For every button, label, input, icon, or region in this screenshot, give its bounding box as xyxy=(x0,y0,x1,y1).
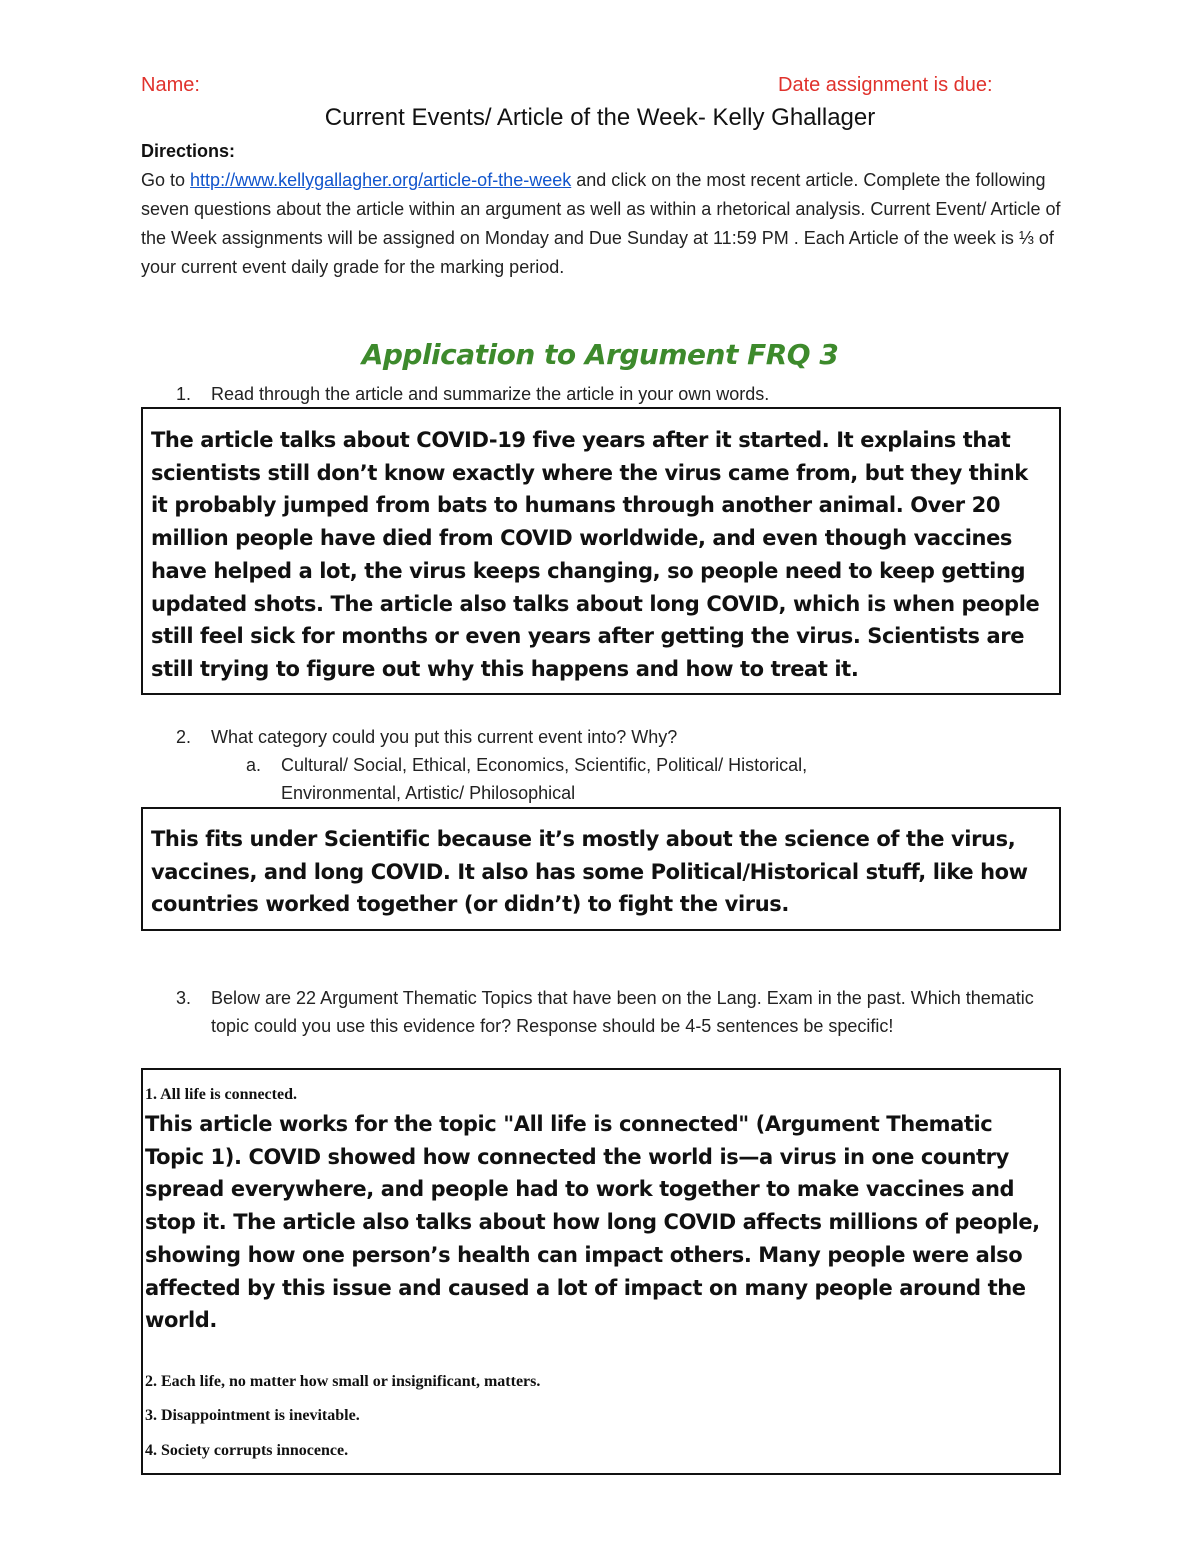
question-2-number: 2. xyxy=(176,727,192,747)
directions-label: Directions: xyxy=(141,141,236,161)
topic-3-label: 3. Disappointment is inevitable. xyxy=(145,1407,360,1424)
page-title: Current Events/ Article of the Week- Kelly Ghallager xyxy=(324,104,876,131)
question-2 xyxy=(176,723,1076,751)
answer-1-text: The article talks about COVID-19 five years after it started. It explains that scientists still don’t know exactly where the virus came from, but they think it probably jumped from bats to humans through another animal. Over 20 million people have died from COVID worldwide, and even though vaccines have helped a lot, the virus keeps changing, so people need to keep getting updated shots. The article also talks about long COVID, which is when people still feel sick for months or even years after getting the virus. Scientists are still trying to figure out why this happens and how to treat it. xyxy=(151,428,1040,681)
directions-go-to: Go to xyxy=(141,170,186,190)
question-2-categories: Cultural/ Social, Ethical, Economics, Scientific, Political/ Historical, Environmental, Artistic/ Philosophical xyxy=(281,755,808,803)
section-heading: Application to Argument FRQ 3 xyxy=(361,338,839,371)
question-2-sub xyxy=(246,751,1076,807)
directions-text xyxy=(141,166,1071,282)
question-1 xyxy=(176,380,1076,408)
question-2-sub-letter: a. xyxy=(246,755,262,775)
question-3-text: Below are 22 Argument Thematic Topics that have been on the Lang. Exam in the past. Which thematic topic could you use this evidence for? Response should be 4-5 sentences be specific! xyxy=(211,988,1034,1036)
answer-3-text: This article works for the topic "All life is connected" (Argument Thematic Topic 1). COVID showed how connected the world is—a virus in one country spread everywhere, and people had to work together to make vaccines and stop it. The article also talks about how long COVID affects millions of people, showing how one person’s health can impact others. Many people were also affected by this issue and caused a lot of impact on many people around the world. xyxy=(145,1112,1040,1333)
question-3 xyxy=(176,984,1076,1068)
name-label: Name: xyxy=(141,74,200,96)
due-date-label: Date assignment is due: xyxy=(778,74,993,96)
question-1-text: Read through the article and summarize the article in your own words. xyxy=(211,384,770,404)
answer-box-1[interactable] xyxy=(141,407,1061,695)
topic-4-label: 4. Society corrupts innocence. xyxy=(145,1442,349,1459)
directions-body: and click on the most recent article. Complete the following seven questions about the article within an argument as well as within a rhetorical analysis. Current Event/ Article of the Week assignments will be assigned on Monday and Due Sunday at 11:59 PM . Each Article of the week is ⅓ of your current event daily grade for the marking period. xyxy=(141,170,1061,277)
question-1-number: 1. xyxy=(176,384,192,404)
question-2-text: What category could you put this current event into? Why? xyxy=(211,727,678,747)
topic-1-label: 1. All life is connected. xyxy=(145,1086,297,1103)
answer-2-text: This fits under Scientific because it’s mostly about the science of the virus, vaccines, and long COVID. It also has some Political/Historical stuff, like how countries worked together (or didn’t) to fight the virus. xyxy=(151,827,1028,917)
topic-2-label: 2. Each life, no matter how small or insignificant, matters. xyxy=(145,1373,541,1390)
answer-box-3[interactable] xyxy=(141,1068,1061,1475)
article-link[interactable]: http://www.kellygallagher.org/article-of-the-week xyxy=(190,170,572,190)
question-3-number: 3. xyxy=(176,988,192,1008)
answer-box-2[interactable] xyxy=(141,807,1061,931)
